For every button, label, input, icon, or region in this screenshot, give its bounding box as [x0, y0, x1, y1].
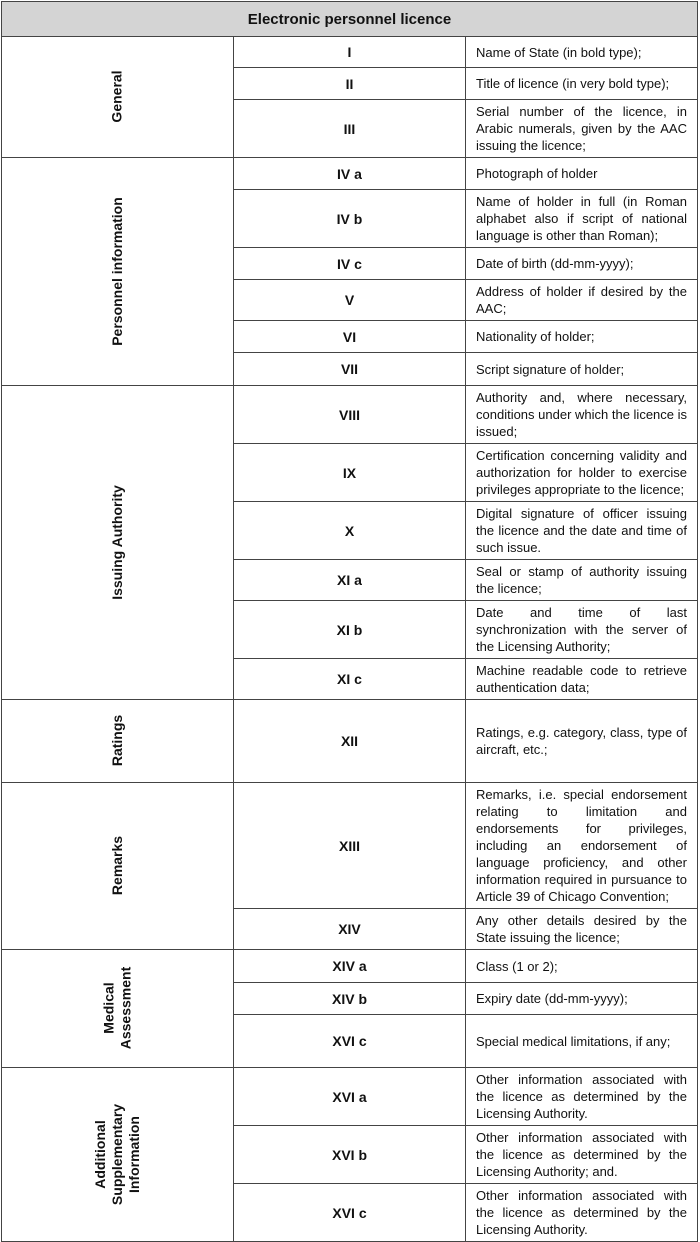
item-number: XVI b [234, 1126, 466, 1184]
item-description: Digital signature of officer issuing the licence and the date and time of such issue. [466, 502, 698, 560]
group-label-line: Additional [91, 1119, 108, 1189]
item-number: I [234, 37, 466, 68]
item-description: Other information associated with the licence as determined by the Licensing Authority. [466, 1068, 698, 1126]
group-label [2, 158, 234, 386]
licence-table [1, 1, 698, 1242]
table-row [2, 158, 698, 190]
item-number: XIII [234, 783, 466, 909]
item-number: X [234, 502, 466, 560]
item-number: IX [234, 444, 466, 502]
item-number: XI c [234, 659, 466, 700]
table-row [2, 950, 698, 983]
item-description: Name of State (in bold type); [466, 37, 698, 68]
group-label-line: Supplementary [108, 1103, 125, 1205]
item-description: Machine readable code to retrieve authentication data; [466, 659, 698, 700]
item-description: Title of licence (in very bold type); [466, 68, 698, 100]
item-number: XIV b [234, 983, 466, 1015]
item-description: Seal or stamp of authority issuing the licence; [466, 560, 698, 601]
item-description: Certification concerning validity and authorization for holder to exercise privileges appropriate to the licence; [466, 444, 698, 502]
item-number: XI a [234, 560, 466, 601]
item-number: XIV [234, 909, 466, 950]
table-row [2, 1068, 698, 1126]
group-label [2, 783, 234, 950]
group-label [2, 700, 234, 783]
item-description: Any other details desired by the State issuing the licence; [466, 909, 698, 950]
item-description: Class (1 or 2); [466, 950, 698, 983]
item-number: II [234, 68, 466, 100]
group-label [2, 1068, 234, 1242]
group-label [2, 37, 234, 158]
item-number: XVI c [234, 1184, 466, 1242]
group-label-line: General [108, 70, 125, 123]
group-label [2, 950, 234, 1068]
item-number: VIII [234, 386, 466, 444]
item-description: Special medical limitations, if any; [466, 1015, 698, 1068]
item-number: XII [234, 700, 466, 783]
group-label-line: Personnel information [108, 196, 125, 346]
item-description: Name of holder in full (in Roman alphabet also if script of national language is other than Roman); [466, 190, 698, 248]
item-description: Other information associated with the licence as determined by the Licensing Authority. [466, 1184, 698, 1242]
group-label-line: Remarks [109, 835, 125, 896]
group-label-line: Issuing Authority [109, 484, 125, 600]
item-number: XVI c [234, 1015, 466, 1068]
item-number: IV b [234, 190, 466, 248]
item-description: Remarks, i.e. special endorsement relating to limitation and endorsements for privileges, including an endorsement of language proficiency, and other information required in pursuance to Article 39 of Chicago Convention; [466, 783, 698, 909]
item-number: IV c [234, 248, 466, 280]
item-description: Photograph of holder [466, 158, 698, 190]
group-label-line: Ratings [109, 714, 125, 767]
item-description: Date of birth (dd-mm-yyyy); [466, 248, 698, 280]
item-description: Expiry date (dd-mm-yyyy); [466, 983, 698, 1015]
item-number: V [234, 280, 466, 321]
item-number: VI [234, 321, 466, 353]
item-description: Authority and, where necessary, conditions under which the licence is issued; [466, 386, 698, 444]
item-number: VII [234, 353, 466, 386]
group-label-line: Assessment [117, 966, 134, 1050]
item-number: XIV a [234, 950, 466, 983]
table-row [2, 783, 698, 909]
item-description: Ratings, e.g. category, class, type of aircraft, etc.; [466, 700, 698, 783]
item-number: XVI a [234, 1068, 466, 1126]
table-title: Electronic personnel licence [2, 2, 698, 37]
item-description: Date and time of last synchronization with the server of the Licensing Authority; [466, 601, 698, 659]
group-label [2, 386, 234, 700]
item-number: XI b [234, 601, 466, 659]
table-row [2, 37, 698, 68]
table-row [2, 386, 698, 444]
item-description: Script signature of holder; [466, 353, 698, 386]
group-label-line: Medical [100, 982, 117, 1034]
item-number: IV a [234, 158, 466, 190]
group-label-line: Information [125, 1115, 142, 1193]
table-row [2, 700, 698, 783]
item-number: III [234, 100, 466, 158]
item-description: Nationality of holder; [466, 321, 698, 353]
item-description: Address of holder if desired by the AAC; [466, 280, 698, 321]
item-description: Other information associated with the licence as determined by the Licensing Authority; and. [466, 1126, 698, 1184]
item-description: Serial number of the licence, in Arabic numerals, given by the AAC issuing the licence; [466, 100, 698, 158]
